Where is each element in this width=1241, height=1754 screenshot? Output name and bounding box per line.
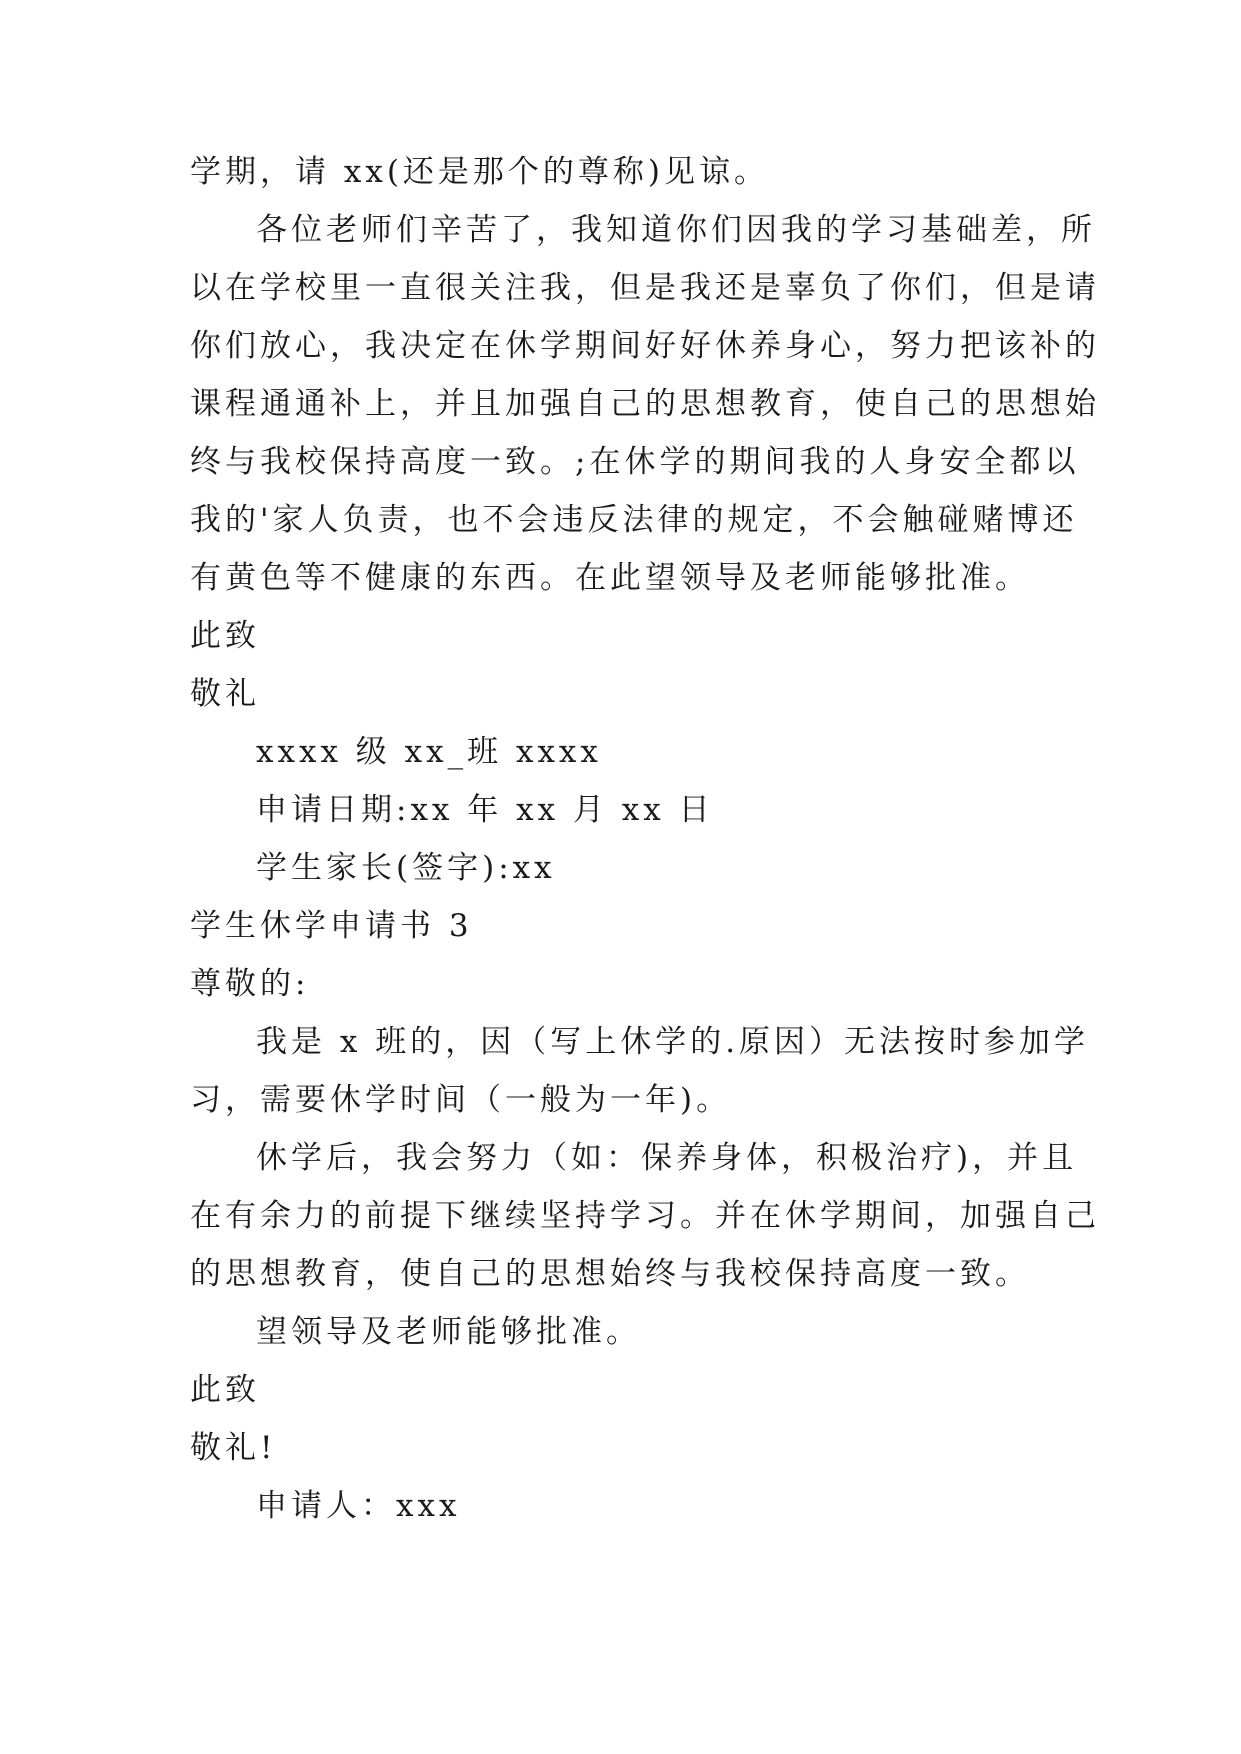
closing-regards: 敬礼 — [190, 676, 260, 712]
text-line: 终与我校保持高度一致。;在休学的期间我的人身安全都以 — [190, 444, 1080, 480]
paragraph-start-line: 各位老师们辛苦了，我知道你们因我的学习基础差，所 — [256, 212, 1096, 248]
text-line: 在有余力的前提下继续坚持学习。并在休学期间，加强自己 — [190, 1198, 1100, 1234]
section-title: 学生休学申请书 3 — [190, 908, 473, 944]
closing-salutation: 此致 — [190, 1372, 260, 1408]
applicant-signature-line: 申请人：xxx — [256, 1488, 461, 1524]
paragraph-start-line: 休学后，我会努力（如：保养身体，积极治疗)，并且 — [256, 1140, 1078, 1176]
paragraph-start-line: 望领导及老师能够批准。 — [256, 1314, 641, 1350]
text-line: 以在学校里一直很关注我，但是我还是辜负了你们，但是请 — [190, 270, 1100, 306]
text-line: 学期，请 xx(还是那个的尊称)见谅。 — [190, 154, 770, 190]
text-line: 你们放心，我决定在休学期间好好休养身心，努力把该补的 — [190, 328, 1100, 364]
closing-salutation: 此致 — [190, 618, 260, 654]
signature-class-line: xxxx 级 xx_班 xxxx — [256, 734, 602, 770]
text-line: 有黄色等不健康的东西。在此望领导及老师能够批准。 — [190, 560, 1030, 596]
text-line: 习，需要休学时间（一般为一年)。 — [190, 1082, 732, 1118]
text-line: 的思想教育，使自己的思想始终与我校保持高度一致。 — [190, 1256, 1030, 1292]
text-line: 我的'家人负责，也不会违反法律的规定，不会触碰赌博还 — [190, 502, 1078, 538]
closing-regards: 敬礼! — [190, 1430, 277, 1466]
parent-signature-line: 学生家长(签字):xx — [256, 850, 556, 886]
paragraph-start-line: 我是 x 班的，因（写上休学的.原因）无法按时参加学 — [256, 1024, 1090, 1060]
text-line: 课程通通补上，并且加强自己的思想教育，使自己的思想始 — [190, 386, 1100, 422]
application-date-line: 申请日期:xx 年 xx 月 xx 日 — [256, 792, 714, 828]
greeting-line: 尊敬的: — [190, 966, 310, 1002]
